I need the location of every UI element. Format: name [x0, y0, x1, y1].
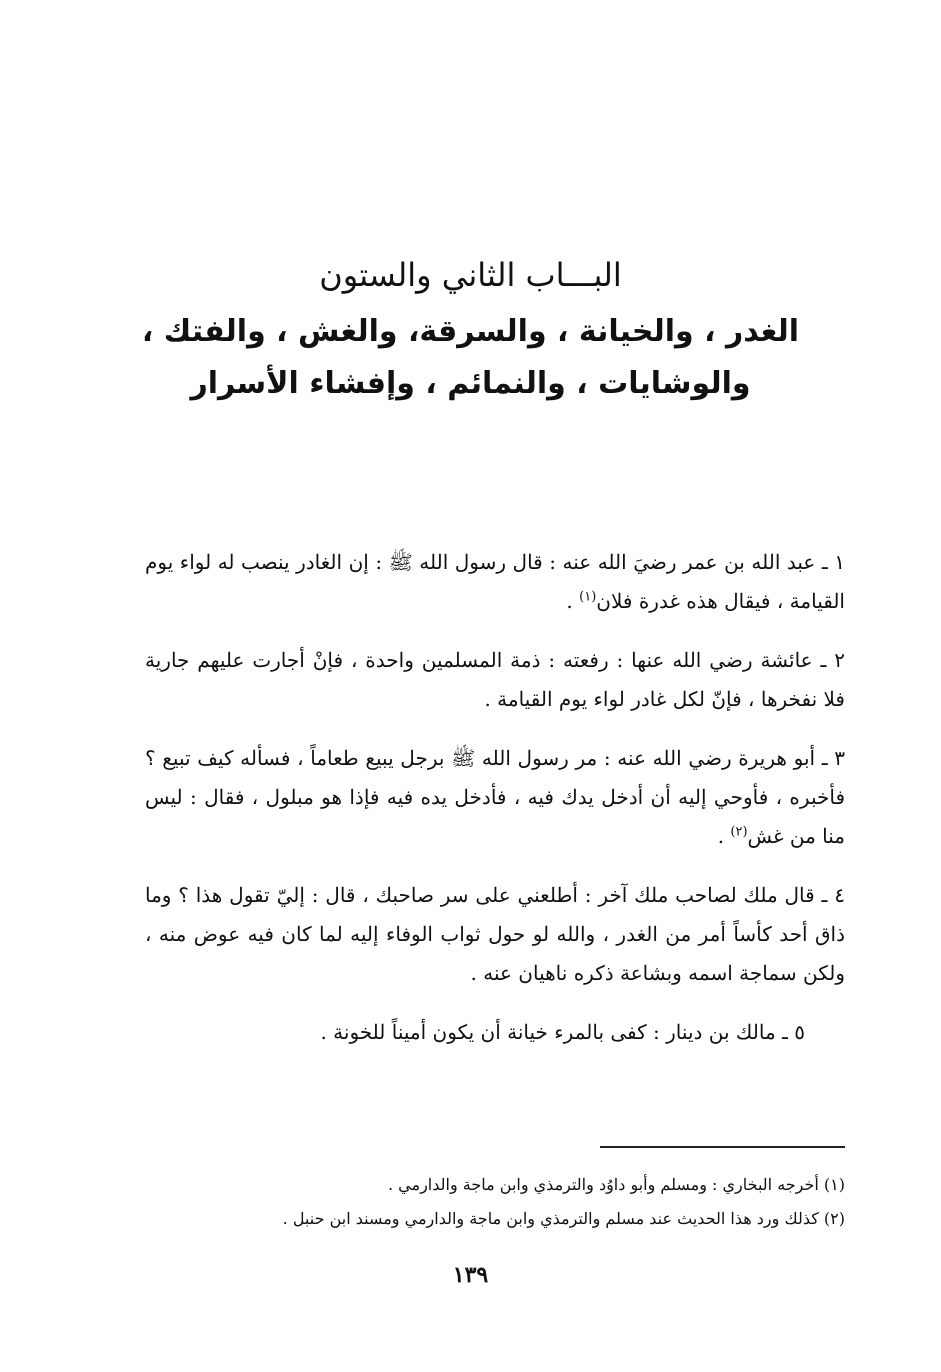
chapter-subtitle-line-2: والوشايات ، والنمائم ، وإفشاء الأسرار: [190, 366, 751, 401]
paragraph-3-tail: .: [717, 824, 731, 848]
paragraph-5: [145, 1013, 845, 1052]
paragraph-1: [145, 543, 845, 621]
chapter-title: البـــاب الثاني والستون: [319, 256, 622, 294]
paragraph-3: [145, 739, 845, 856]
paragraph-2-text: ٢ ـ عائشة رضي الله عنها : رفعته : ذمة المسلمين واحدة ، فإنْ أجارت عليهم جارية فلا نفخرها ، فإنّ لكل غادر لواء يوم القيامة .: [145, 648, 845, 711]
footnote-2: (٢) كذلك ورد هذا الحديث عند مسلم والترمذي وابن ماجة والدارمي ومسند ابن حنبل .: [282, 1209, 845, 1228]
footnote-divider: [600, 1146, 845, 1148]
footnote-ref-1: (١): [579, 589, 597, 605]
footnote-1: (١) أخرجه البخاري : ومسلم وأبو داوُد والترمذي وابن ماجة والدارمي .: [387, 1175, 845, 1194]
body-text: [145, 543, 845, 1072]
paragraph-5-text: ٥ ـ مالك بن دينار : كفى بالمرء خيانة أن يكون أميناً للخونة .: [320, 1020, 805, 1044]
paragraph-3-text: ٣ ـ أبو هريرة رضي الله عنه : مر رسول الله ﷺ برجل يبيع طعاماً ، فسأله كيف تبيع ؟ فأخبره ، فأوحي إليه أن أدخل يدك فيه ، فأدخل يده فيه فإذا هو مبلول ، فقال : ليس منا من غش: [145, 746, 845, 848]
footnotes: [145, 1168, 845, 1236]
footnote-ref-2: (٢): [730, 824, 748, 840]
paragraph-1-tail: .: [566, 589, 580, 613]
paragraph-2: [145, 641, 845, 719]
chapter-heading: [0, 250, 941, 410]
page-number: ١٣٩: [452, 1262, 489, 1288]
chapter-subtitle: [0, 306, 941, 410]
paragraph-4-text: ٤ ـ قال ملك لصاحب ملك آخر : أطلعني على سر صاحبك ، قال : إليّ تقول هذا ؟ وما ذاق أحد كأساً أمر من الغدر ، والله لو حول ثواب الوفاء إليه لما كان فيه عوض منه ، ولكن سماجة اسمه وبشاعة ذكره ناهيان عنه .: [145, 883, 845, 985]
chapter-subtitle-line-1: الغدر ، والخيانة ، والسرقة، والغش ، والفتك ،: [141, 314, 800, 349]
paragraph-1-text: ١ ـ عبد الله بن عمر رضيَ الله عنه : قال رسول الله ﷺ : إن الغادر ينصب له لواء يوم القيامة ، فيقال هذه غدرة فلان: [145, 550, 845, 613]
paragraph-4: [145, 876, 845, 993]
